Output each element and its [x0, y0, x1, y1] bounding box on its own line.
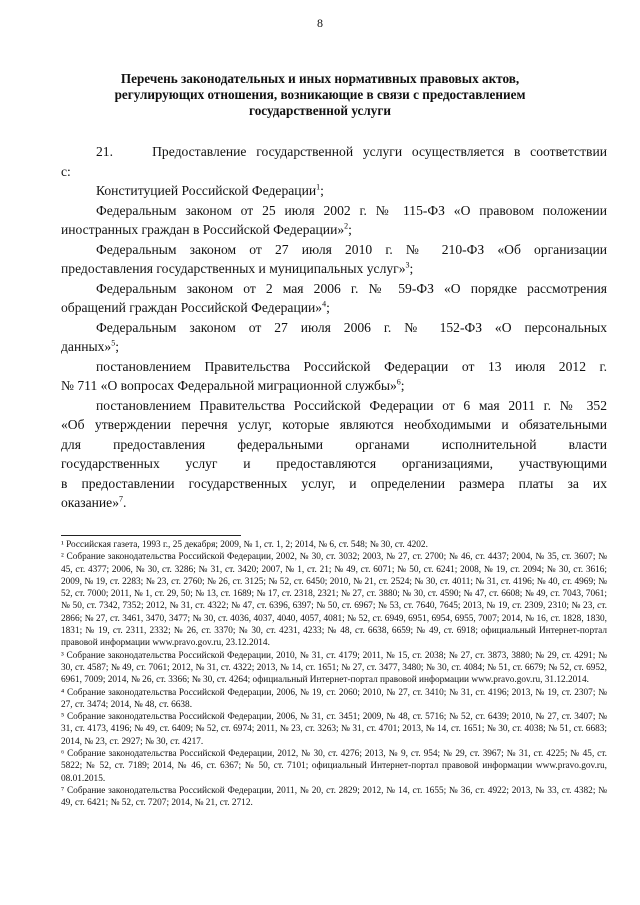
intro-line: с: [61, 163, 71, 179]
item-line: в предоставлении государственных услуг, и определении размера платы за их [61, 475, 607, 491]
footnote: ¹ Российская газета, 1993 г., 25 декабря; 2009, № 1, ст. 1, 2; 2014, № 6, ст. 548; № 30, ст. 4202. [61, 540, 428, 550]
item-line: постановлением Правительства Российской Федерации от 13 июля 2012 г. [96, 358, 607, 374]
item-tail: ; [348, 222, 352, 237]
item-line: государственных услуг и предоставляются организациями, участвующими [61, 456, 607, 471]
title-line: государственной услуги [249, 103, 391, 118]
item-line: иностранных граждан в Российской Федерации» [61, 222, 345, 237]
item-line: Федеральным законом от 27 июля 2010 г. № 210-ФЗ «Об организации [96, 241, 607, 257]
item-line: обращений граждан Российской Федерации» [61, 300, 323, 315]
main-text [61, 142, 607, 513]
footnote-ref: 1 [316, 182, 321, 192]
list-item [61, 201, 607, 240]
footnote: ² Собрание законодательства Российской Федерации, 2002, № 30, ст. 3032; 2003, № 27, ст. 2700; № 46, ст. 4437; 2004, № 35, ст. 3607; № 45, ст. 4377; 2006, № 30, ст. 3286; № 31, ст. 3420; 2007, № 1, ст. 21; № 49, ст. 6071; № 50, ст. 6241; 2008, № 19, ст. 2094; № 30, ст. 3616; 2009, № 19, ст. 2283; № 23, ст. 2760; № 26, ст. 3125; № 52, ст. 6450; 2010, № 21, ст. 2524; № 30, ст. 4011; № 31, ст. 4196; № 40, ст. 4969; № 52, ст. 7000; 2011, № 1, ст. 29, 50; № 13, ст. 1689; № 17, ст. 2318, 2321; № 27, ст. 3880; № 30, ст. 4590; № 47, ст. 6608; № 49, ст. 7043, 7061; № 50, ст. 7342, 7352; 2012, № 31, ст. 4322; № 47, ст. 6396, 6397; № 50, ст. 6967; № 53, ст. 7640, 7645; 2013, № 19, ст. 2309, 2310; № 23, ст. 2866; № 27, ст. 3461, 3470, 3477; № 30, ст. 4036, 4037, 4040, 4057, 4081; № 52, ст. 6949, 6951, 6954, 6955, 7007; 2014, № 16, ст. 1828, 1830, 1831; № 19, ст. 2311, 2332; № 26, ст. 3370; № 30, ст. 4231, 4233; № 48, ст. 6638, 6659; № 49, ст. 6918; официальный Интернет-портал правовой информации www.pravo.gov.ru, 23.12.2014. [61, 552, 607, 649]
footnote: ⁴ Собрание законодательства Российской Федерации, 2006, № 19, ст. 2060; 2010, № 27, ст. 3410; № 31, ст. 4196; 2013, № 19, ст. 2307; № 27, ст. 3474; 2014, № 48, ст. 6638. [61, 687, 607, 710]
footnotes [61, 539, 607, 810]
item-line: предоставления государственных и муниципальных услуг» [61, 261, 406, 276]
item-tail: ; [320, 183, 324, 198]
footnote-ref: 4 [322, 299, 327, 309]
list-item [61, 357, 607, 396]
footnote-ref: 5 [111, 338, 116, 348]
list-item [61, 181, 607, 201]
intro-line: 21. Предоставление государственной услуги осуществляется в соответствии [96, 144, 607, 159]
footnote: ⁶ Собрание законодательства Российской Федерации, 2012, № 30, ст. 4276; 2013, № 9, ст. 954; № 29, ст. 3967; № 31, ст. 4225; № 45, ст. 5822; № 52, ст. 7189; 2014, № 46, ст. 6367; № 50, ст. 7101; официальный Интернет-портал правовой информации www.pravo.gov.ru, 08.01.2015. [61, 749, 607, 784]
item-tail: ; [400, 378, 405, 393]
list-item [61, 318, 607, 357]
footnote-ref: 2 [344, 221, 349, 231]
footnote: ⁷ Собрание законодательства Российской Федерации, 2011, № 20, ст. 2829; 2012, № 14, ст. 1655; № 36, ст. 4922; 2013, № 33, ст. 4382; № 49, ст. 6421; № 52, ст. 7207; 2014, № 21, ст. 2712. [61, 785, 607, 809]
footnote-ref: 7 [119, 494, 124, 504]
footnote: ³ Собрание законодательства Российской Федерации, 2010, № 31, ст. 4179; 2011, № 15, ст. 2038; № 27, ст. 3873, 3880; № 29, ст. 4291; № 30, ст. 4587; № 49, ст. 7061; 2012, № 31, ст. 4322; 2013, № 14, ст. 1651; № 27, ст. 3477, 3480; № 30, ст. 4084; № 51, ст. 6679; № 52, ст. 6952, 6961, 7009; 2014, № 26, ст. 3366; № 30, ст. 4264; официальный Интернет-портал правовой информации www.pravo.gov.ru, 31.12.2014. [61, 650, 607, 686]
item-tail: ; [409, 261, 414, 276]
item-tail: ; [115, 339, 120, 354]
footnote-divider [61, 535, 241, 536]
title-line: Перечень законодательных и иных нормативных правовых актов, [120, 71, 520, 86]
item-line: постановлением Правительства Российской Федерации от 6 мая 2011 г. № 352 [96, 397, 607, 413]
title-line: регулирующих отношения, возникающие в связи с предоставлением [114, 87, 526, 102]
footnote-ref: 3 [405, 260, 410, 270]
item-tail: ; [326, 300, 330, 315]
item-line: Федеральным законом от 25 июля 2002 г. № 115-ФЗ «О правовом положении [96, 202, 607, 218]
intro-paragraph [61, 142, 607, 181]
item-line: оказание» [61, 495, 120, 510]
footnote-ref: 6 [396, 377, 401, 387]
item-text: Конституцией Российской Федерации [96, 183, 317, 198]
list-item [61, 240, 607, 279]
item-line: Федеральным законом от 27 июля 2006 г. № 152-ФЗ «О персональных [96, 319, 607, 335]
item-line: «Об утверждении перечня услуг, которые являются необходимыми и обязательными [61, 417, 607, 432]
footnote: ⁵ Собрание законодательства Российской Федерации, 2006, № 31, ст. 3451; 2009, № 48, ст. 5716; № 52, ст. 6439; 2010, № 27, ст. 3407; № 31, ст. 4173, 4196; № 49, ст. 6409; № 52, ст. 6974; 2011, № 23, ст. 3263; № 31, ст. 4701; 2013, № 14, ст. 1651; № 30, ст. 4038; № 51, ст. 6683; 2014, № 23, ст. 2927; № 30, ст. 4217. [61, 712, 607, 747]
item-line: № 711 «О вопросах Федеральной миграционной службы» [61, 378, 397, 393]
list-item [61, 396, 607, 513]
item-line: Федеральным законом от 2 мая 2006 г. № 59-ФЗ «О порядке рассмотрения [96, 280, 607, 296]
item-line: данных» [61, 339, 112, 354]
section-title [60, 71, 580, 119]
page-number: 8 [317, 16, 323, 30]
item-tail: . [123, 495, 127, 510]
item-line: для предоставления федеральными органами исполнительной власти [61, 436, 607, 452]
list-item [61, 279, 607, 318]
